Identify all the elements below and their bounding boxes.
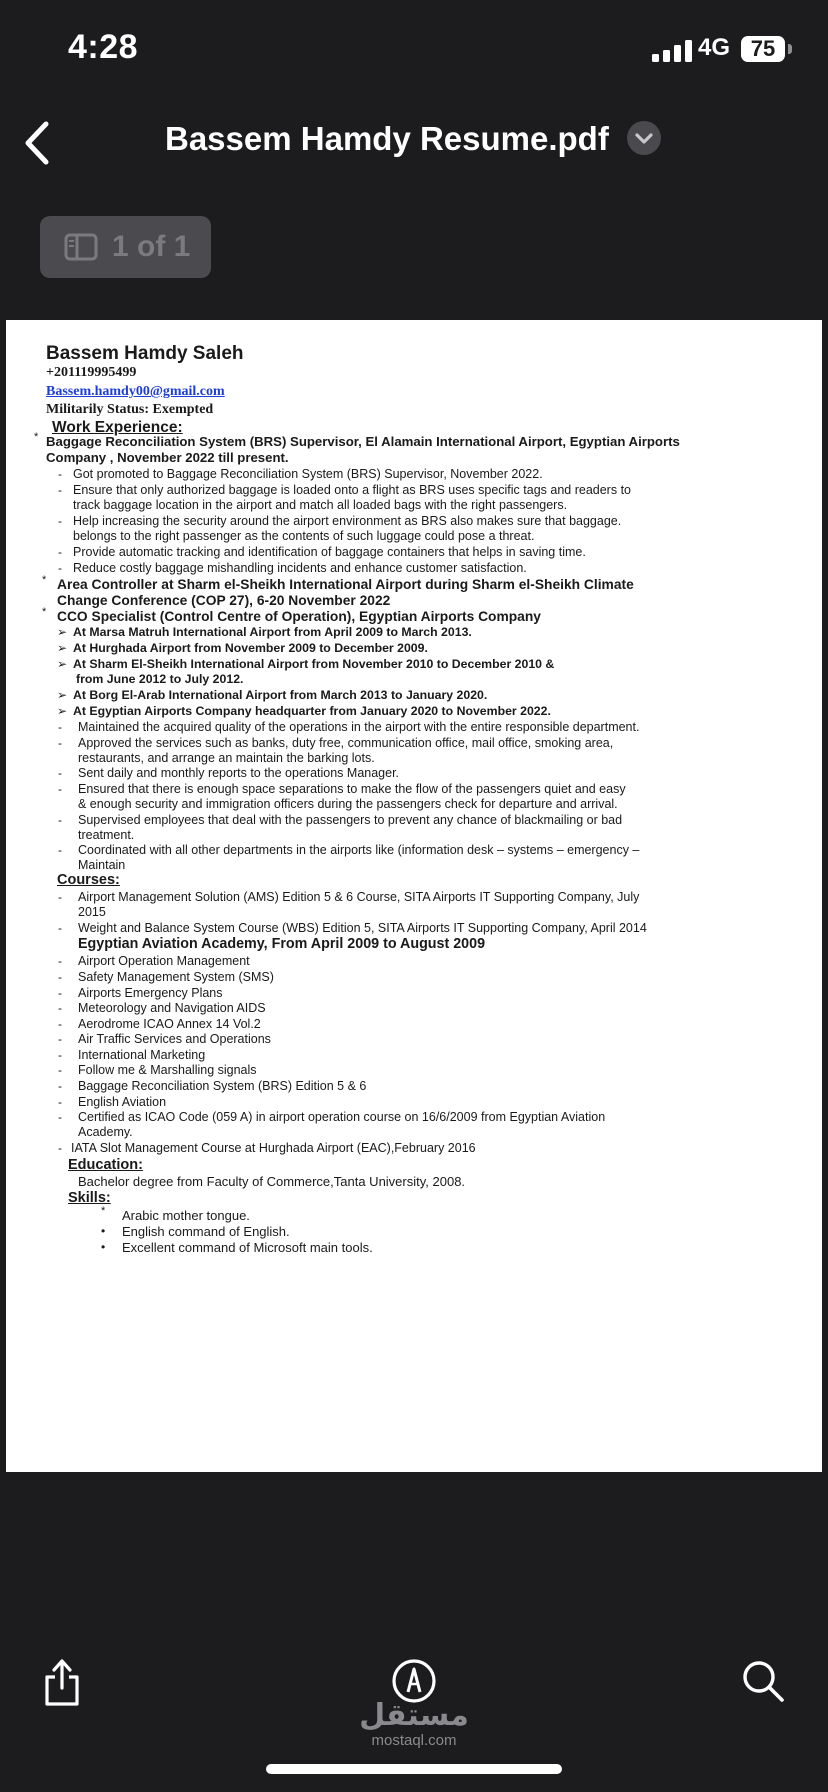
bullet-mark: * — [101, 1205, 106, 1217]
courses-heading: Courses: — [57, 872, 120, 888]
location-item: At Marsa Matruh International Airport from April 2009 to March 2013. — [73, 625, 472, 639]
home-indicator[interactable] — [266, 1764, 562, 1774]
dash-mark: - — [58, 736, 62, 750]
location-item: At Hurghada Airport from November 2009 to December 2009. — [73, 641, 428, 655]
dash-mark: - — [58, 545, 62, 559]
academy-item: Follow me & Marshalling signals — [78, 1063, 257, 1077]
list-item: Maintained the acquired quality of the operations in the airport with the entire responsible department. — [78, 720, 640, 734]
list-item: track baggage location in the airport and match all loaded bags with the right passengers. — [73, 498, 568, 512]
dash-mark: - — [58, 1048, 62, 1062]
resume-military-status: Militarily Status: Exempted — [46, 402, 214, 417]
dash-mark: - — [58, 467, 62, 481]
list-item: restaurants, and arrange an maintain the barking lots. — [78, 751, 375, 765]
navigation-bar — [0, 100, 828, 190]
back-chevron-icon — [22, 118, 62, 168]
dash-mark: - — [58, 1079, 62, 1093]
skill-item: Arabic mother tongue. — [122, 1208, 250, 1223]
resume-email-link[interactable]: Bassem.hamdy00@gmail.com — [46, 384, 225, 399]
dash-mark: - — [58, 1095, 62, 1109]
brs-title-line: Company , November 2022 till present. — [46, 450, 289, 465]
arrow-mark: ➢ — [57, 657, 68, 671]
course-item: 2015 — [78, 905, 106, 919]
dash-mark: - — [58, 970, 62, 984]
dash-mark: - — [58, 890, 62, 904]
arrow-mark: ➢ — [57, 704, 68, 718]
list-item: belongs to the right passenger as the contents of such luggage could pose a threat. — [73, 529, 535, 543]
bullet-mark: • — [101, 1224, 106, 1238]
bullet-mark: • — [101, 1240, 106, 1254]
list-item: treatment. — [78, 828, 135, 842]
academy-item: Meteorology and Navigation AIDS — [78, 1001, 266, 1015]
page-indicator-button[interactable] — [40, 216, 211, 278]
watermark-latin: mostaql.com — [371, 1732, 457, 1749]
arrow-mark: ➢ — [57, 641, 68, 655]
back-button[interactable] — [22, 118, 62, 168]
dash-mark: - — [58, 954, 62, 968]
dash-mark: - — [58, 1017, 62, 1031]
battery-tip — [788, 44, 792, 54]
brs-title-line: Baggage Reconciliation System (BRS) Supervisor, El Alamain International Airport, Egyptian Airports — [46, 434, 680, 449]
list-item: Approved the services such as banks, duty free, communication office, mail office, smoking area, — [78, 736, 614, 750]
list-item: Sent daily and monthly reports to the operations Manager. — [78, 766, 400, 780]
list-item: Maintain — [78, 858, 126, 872]
dash-mark: - — [58, 1032, 62, 1046]
list-item: & enough security and immigration officers during the passengers check for departure and arrival. — [78, 797, 618, 811]
list-item: Got promoted to Baggage Reconciliation System (BRS) Supervisor, November 2022. — [73, 467, 543, 481]
title-menu-button[interactable] — [627, 121, 661, 155]
status-bar — [0, 0, 828, 100]
dash-mark: - — [58, 1063, 62, 1077]
dash-mark: - — [58, 514, 62, 528]
work-experience-heading: Work Experience: — [52, 419, 183, 436]
share-icon — [40, 1656, 84, 1710]
list-item: Provide automatic tracking and identification of baggage containers that helps in saving time. — [73, 545, 586, 559]
arrow-mark: ➢ — [57, 625, 68, 639]
academy-title: Egyptian Aviation Academy, From April 2009 to August 2009 — [78, 936, 486, 952]
chevron-down-icon — [627, 121, 661, 155]
dash-mark: - — [58, 782, 62, 796]
area-controller-title: Change Conference (COP 27), 6-20 November 2022 — [57, 593, 391, 608]
academy-item: English Aviation — [78, 1095, 167, 1109]
area-controller-title: Area Controller at Sharm el-Sheikh International Airport during Sharm el-Sheikh Climate — [57, 577, 634, 592]
skills-heading: Skills: — [68, 1190, 111, 1206]
academy-item: Aerodrome ICAO Annex 14 Vol.2 — [78, 1017, 261, 1031]
dash-mark: - — [58, 483, 62, 497]
academy-item: Air Traffic Services and Operations — [78, 1032, 271, 1046]
document-title[interactable]: Bassem Hamdy Resume.pdf — [165, 120, 609, 157]
dash-mark: - — [58, 1110, 62, 1124]
bullet-mark: * — [42, 606, 47, 618]
bullet-mark: * — [42, 574, 47, 586]
academy-item: International Marketing — [78, 1048, 206, 1062]
location-item: At Borg El-Arab International Airport from March 2013 to January 2020. — [73, 688, 488, 702]
list-item: Supervised employees that deal with the passengers to prevent any chance of blackmailing or bad — [78, 813, 623, 827]
share-button[interactable] — [40, 1656, 84, 1710]
academy-item: Certified as ICAO Code (059 A) in airport operation course on 16/6/2009 from Egyptian Aviation — [78, 1110, 606, 1124]
course-item: Airport Management Solution (AMS) Edition 5 & 6 Course, SITA Airports IT Supporting Company, July — [78, 890, 640, 904]
dash-mark: - — [58, 720, 62, 734]
dash-mark: - — [58, 921, 62, 935]
dash-mark: - — [58, 986, 62, 1000]
page-indicator-label: 1 of 1 — [112, 230, 191, 263]
academy-item: Baggage Reconciliation System (BRS) Edition 5 & 6 — [78, 1079, 367, 1093]
location-item: At Sharm El-Sheikh International Airport from November 2010 to December 2010 & — [73, 657, 555, 671]
academy-item: Airports Emergency Plans — [78, 986, 223, 1000]
list-item: Reduce costly baggage mishandling incidents and enhance customer satisfaction. — [73, 561, 527, 575]
list-item: Help increasing the security around the airport environment as BRS also makes sure that baggage. — [73, 514, 622, 528]
dash-mark: - — [58, 1001, 62, 1015]
dash-mark: - — [58, 843, 62, 857]
sidebar-icon — [64, 233, 98, 261]
battery-icon: 75 — [741, 36, 785, 62]
resume-phone: +201119995499 — [46, 365, 137, 380]
dash-mark: - — [58, 1141, 62, 1155]
list-item: Coordinated with all other departments in the airports like (information desk – systems – emergency – — [78, 843, 640, 857]
resume-name: Bassem Hamdy Saleh — [46, 343, 244, 364]
pdf-page[interactable] — [6, 320, 822, 1472]
status-time: 4:28 — [68, 28, 139, 66]
location-item: At Egyptian Airports Company headquarter from January 2020 to November 2022. — [73, 704, 551, 718]
academy-item: Safety Management System (SMS) — [78, 970, 274, 984]
cco-title: CCO Specialist (Control Centre of Operation), Egyptian Airports Company — [57, 609, 541, 624]
search-button[interactable] — [740, 1658, 786, 1704]
list-item: Ensured that there is enough space separations to make the flow of the passengers quiet and easy — [78, 782, 626, 796]
course-item: Weight and Balance System Course (WBS) Edition 5, SITA Airports IT Supporting Company, April 2014 — [78, 921, 647, 935]
dash-mark: - — [58, 766, 62, 780]
education-heading: Education: — [68, 1157, 143, 1173]
academy-item: Airport Operation Management — [78, 954, 250, 968]
academy-item: IATA Slot Management Course at Hurghada Airport (EAC),February 2016 — [71, 1141, 476, 1155]
academy-item: Academy. — [78, 1125, 133, 1139]
skill-item: English command of English. — [122, 1224, 290, 1239]
watermark-arabic: مستقل — [359, 1698, 469, 1733]
skill-item: Excellent command of Microsoft main tools. — [122, 1240, 373, 1255]
location-item: from June 2012 to July 2012. — [76, 672, 244, 686]
arrow-mark: ➢ — [57, 688, 68, 702]
list-item: Ensure that only authorized baggage is loaded onto a flight as BRS uses specific tags and readers to — [73, 483, 631, 497]
search-icon — [740, 1658, 786, 1704]
education-text: Bachelor degree from Faculty of Commerce,Tanta University, 2008. — [78, 1174, 466, 1189]
network-type: 4G — [698, 34, 731, 61]
resume-document — [6, 320, 822, 1472]
cellular-signal-icon — [652, 40, 694, 62]
bullet-mark: * — [34, 431, 39, 443]
watermark-logo — [356, 1700, 472, 1750]
dash-mark: - — [58, 561, 62, 575]
dash-mark: - — [58, 813, 62, 827]
